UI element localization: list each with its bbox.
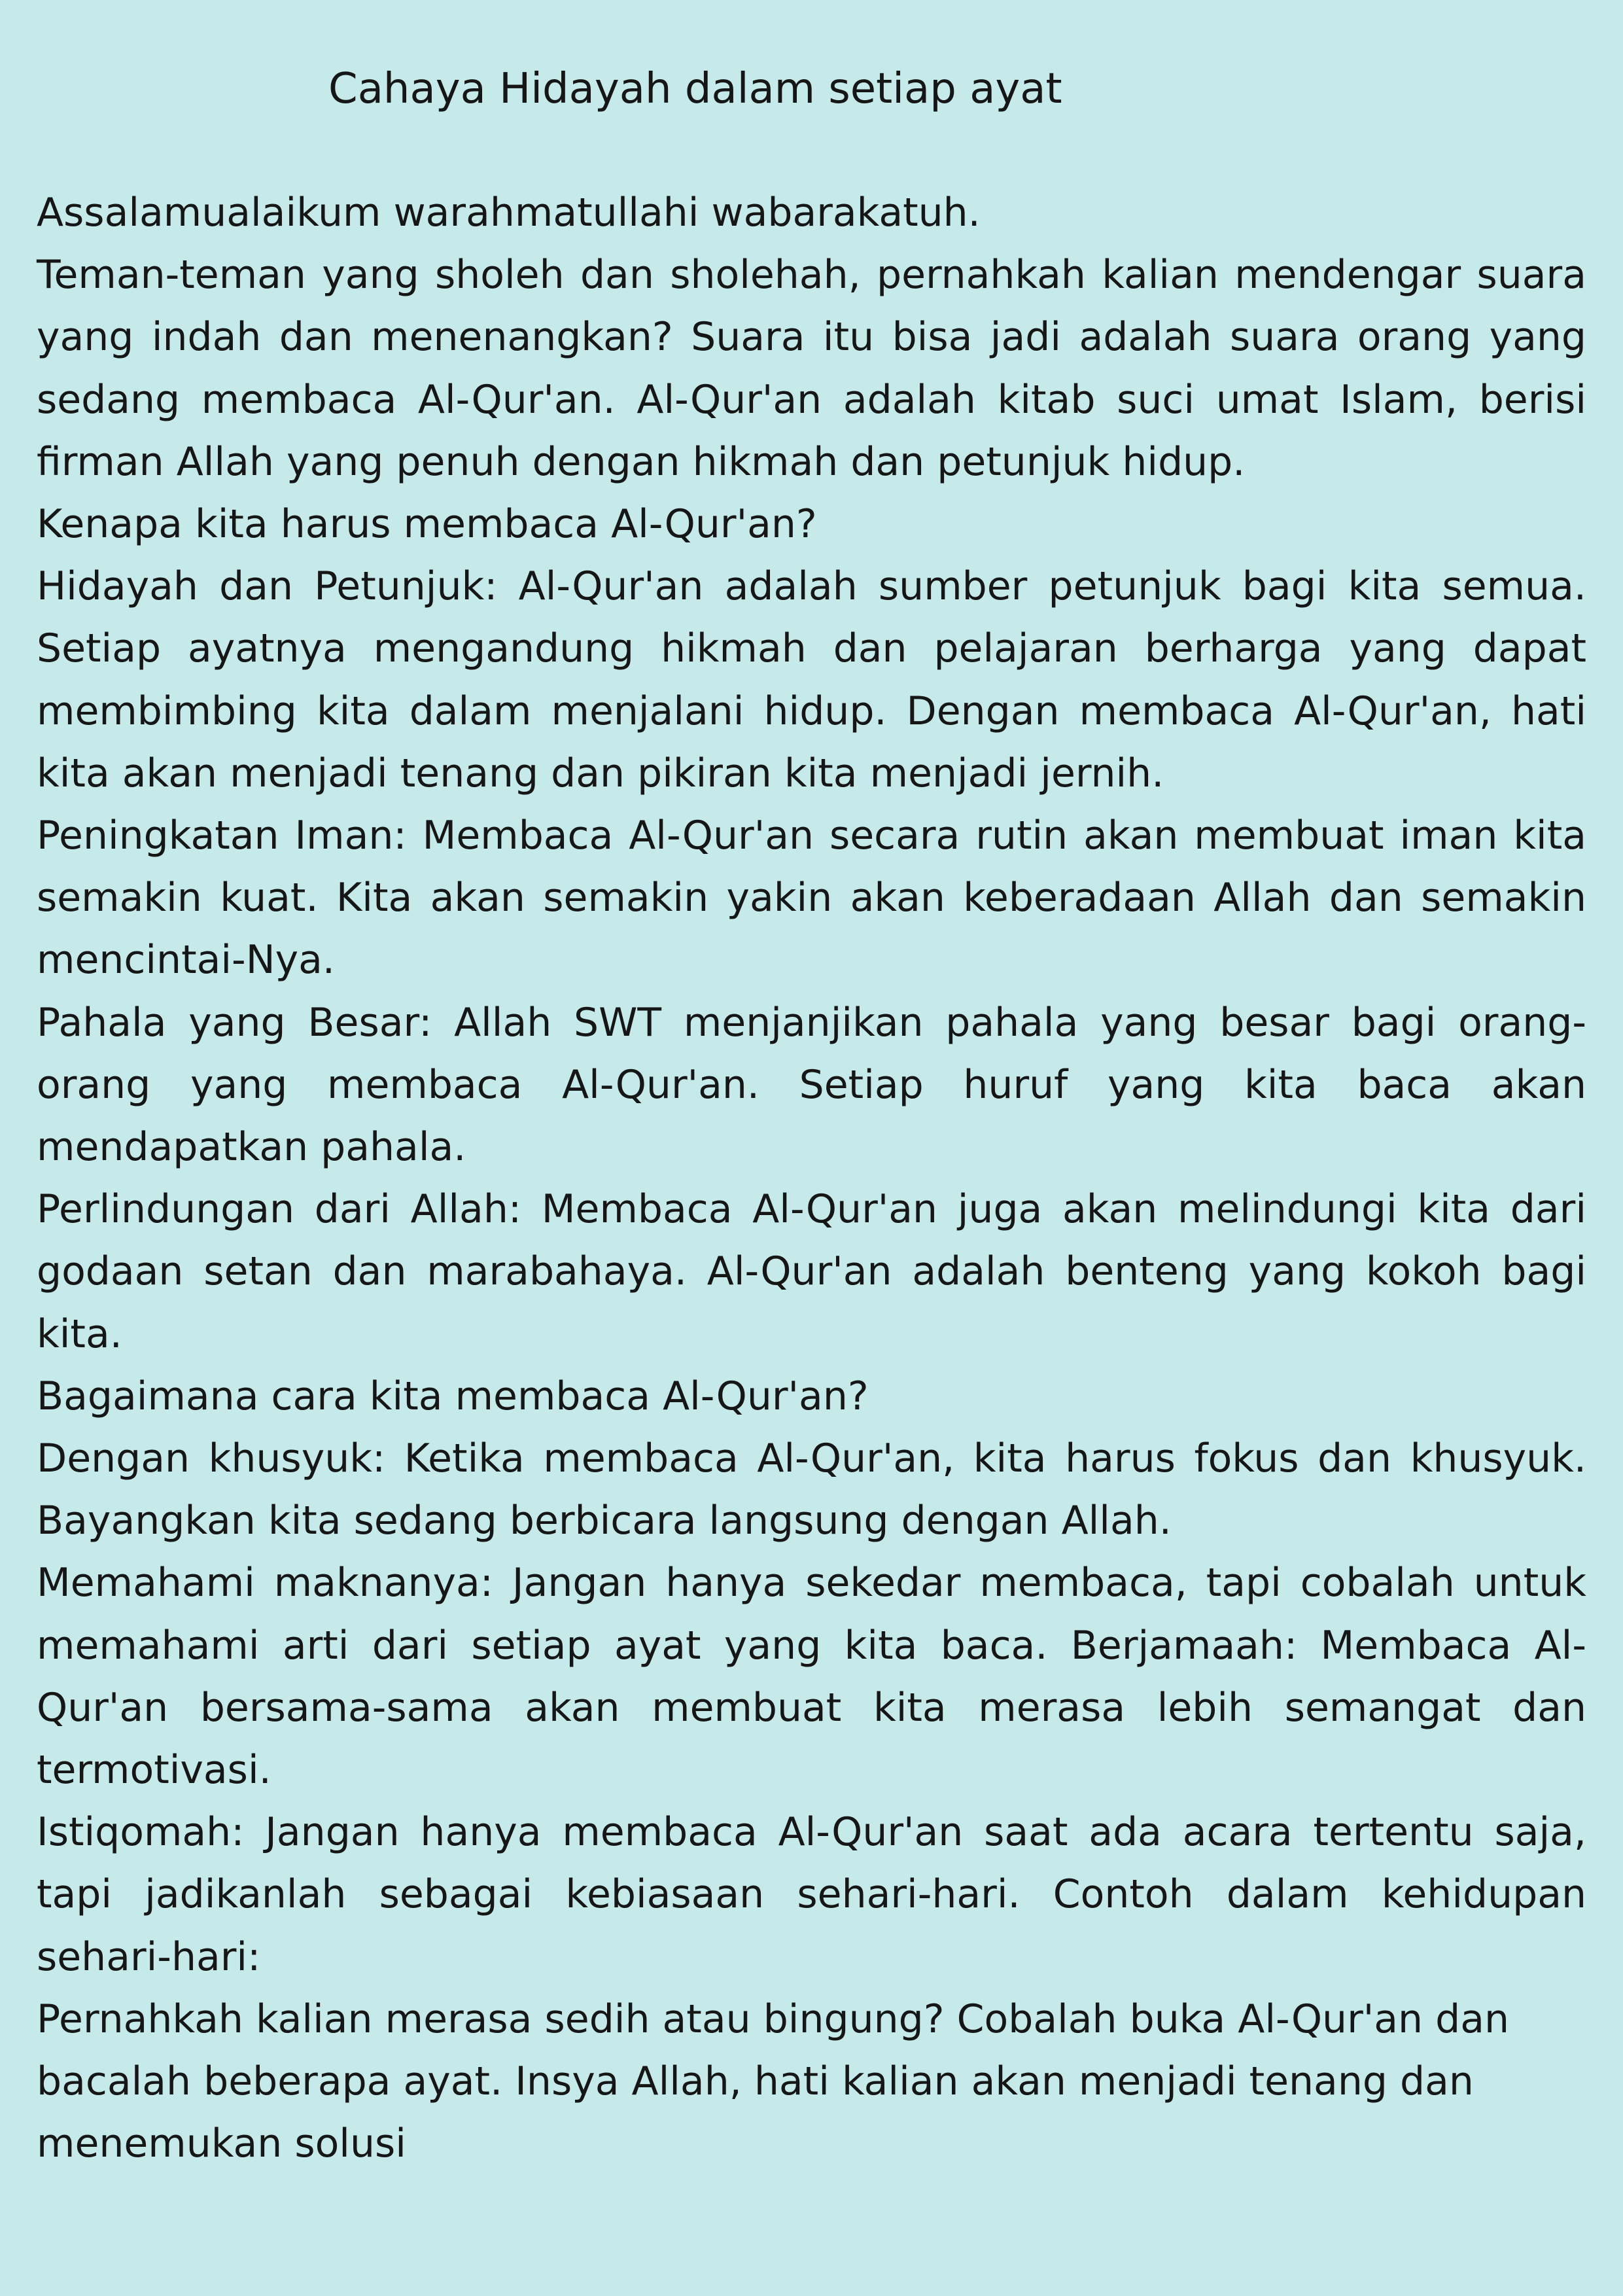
document-body (37, 182, 1586, 2176)
paragraph-makna: Memahami maknanya: Jangan hanya sekedar membaca, tapi cobalah untuk memahami arti dari setiap ayat yang kita baca. Berjamaah: Membaca Al-Qur'an bersama-sama akan membuat kita merasa lebih semangat dan termotivasi. (37, 1560, 1586, 1793)
paragraph-intro: Teman-teman yang sholeh dan sholehah, pernahkah kalian mendengar suara yang indah dan menenangkan? Suara itu bisa jadi adalah suara orang yang sedang membaca Al-Qur'an. Al-Qur'an adalah kitab suci umat Islam, berisi firman Allah yang penuh dengan hikmah dan petunjuk hidup. (37, 252, 1586, 485)
paragraph-perlindungan: Perlindungan dari Allah: Membaca Al-Qur'an juga akan melindungi kita dari godaan setan dan marabahaya. Al-Qur'an adalah benteng yang kokoh bagi kita. (37, 1186, 1586, 1357)
paragraph-hidayah: Hidayah dan Petunjuk: Al-Qur'an adalah sumber petunjuk bagi kita semua. Setiap ayatnya mengandung hikmah dan pelajaran berharga yang dapat membimbing kita dalam menjalani hidup. Dengan membaca Al-Qur'an, hati kita akan menjadi tenang dan pikiran kita menjadi jernih. (37, 563, 1586, 796)
paragraph-question-how: Bagaimana cara kita membaca Al-Qur'an? (37, 1373, 869, 1419)
paragraph-istiqomah: Istiqomah: Jangan hanya membaca Al-Qur'an saat ada acara tertentu saja, tapi jadikanlah sebagai kebiasaan sehari-hari. Contoh dalam kehidupan sehari-hari: (37, 1809, 1586, 1980)
paragraph-khusyuk: Dengan khusyuk: Ketika membaca Al-Qur'an, kita harus fokus dan khusyuk. Bayangkan kita sedang berbicara langsung dengan Allah. (37, 1436, 1586, 1544)
paragraph-greeting: Assalamualaikum warahmatullahi wabarakatuh. (37, 190, 981, 236)
paragraph-contoh: Pernahkah kalian merasa sedih atau bingung? Cobalah buka Al-Qur'an dan bacalah beberapa ayat. Insya Allah, hati kalian akan menjadi tenang dan menemukan solusi (37, 1996, 1509, 2167)
paragraph-pahala: Pahala yang Besar: Allah SWT menjanjikan pahala yang besar bagi orang-orang yang membaca Al-Qur'an. Setiap huruf yang kita baca akan mendapatkan pahala. (37, 999, 1586, 1171)
page-title: Cahaya Hidayah dalam setiap ayat (328, 65, 1062, 113)
paragraph-question-why: Kenapa kita harus membaca Al-Qur'an? (37, 501, 817, 548)
paragraph-iman: Peningkatan Iman: Membaca Al-Qur'an secara rutin akan membuat iman kita semakin kuat. Kita akan semakin yakin akan keberadaan Allah dan semakin mencintai-Nya. (37, 813, 1586, 983)
